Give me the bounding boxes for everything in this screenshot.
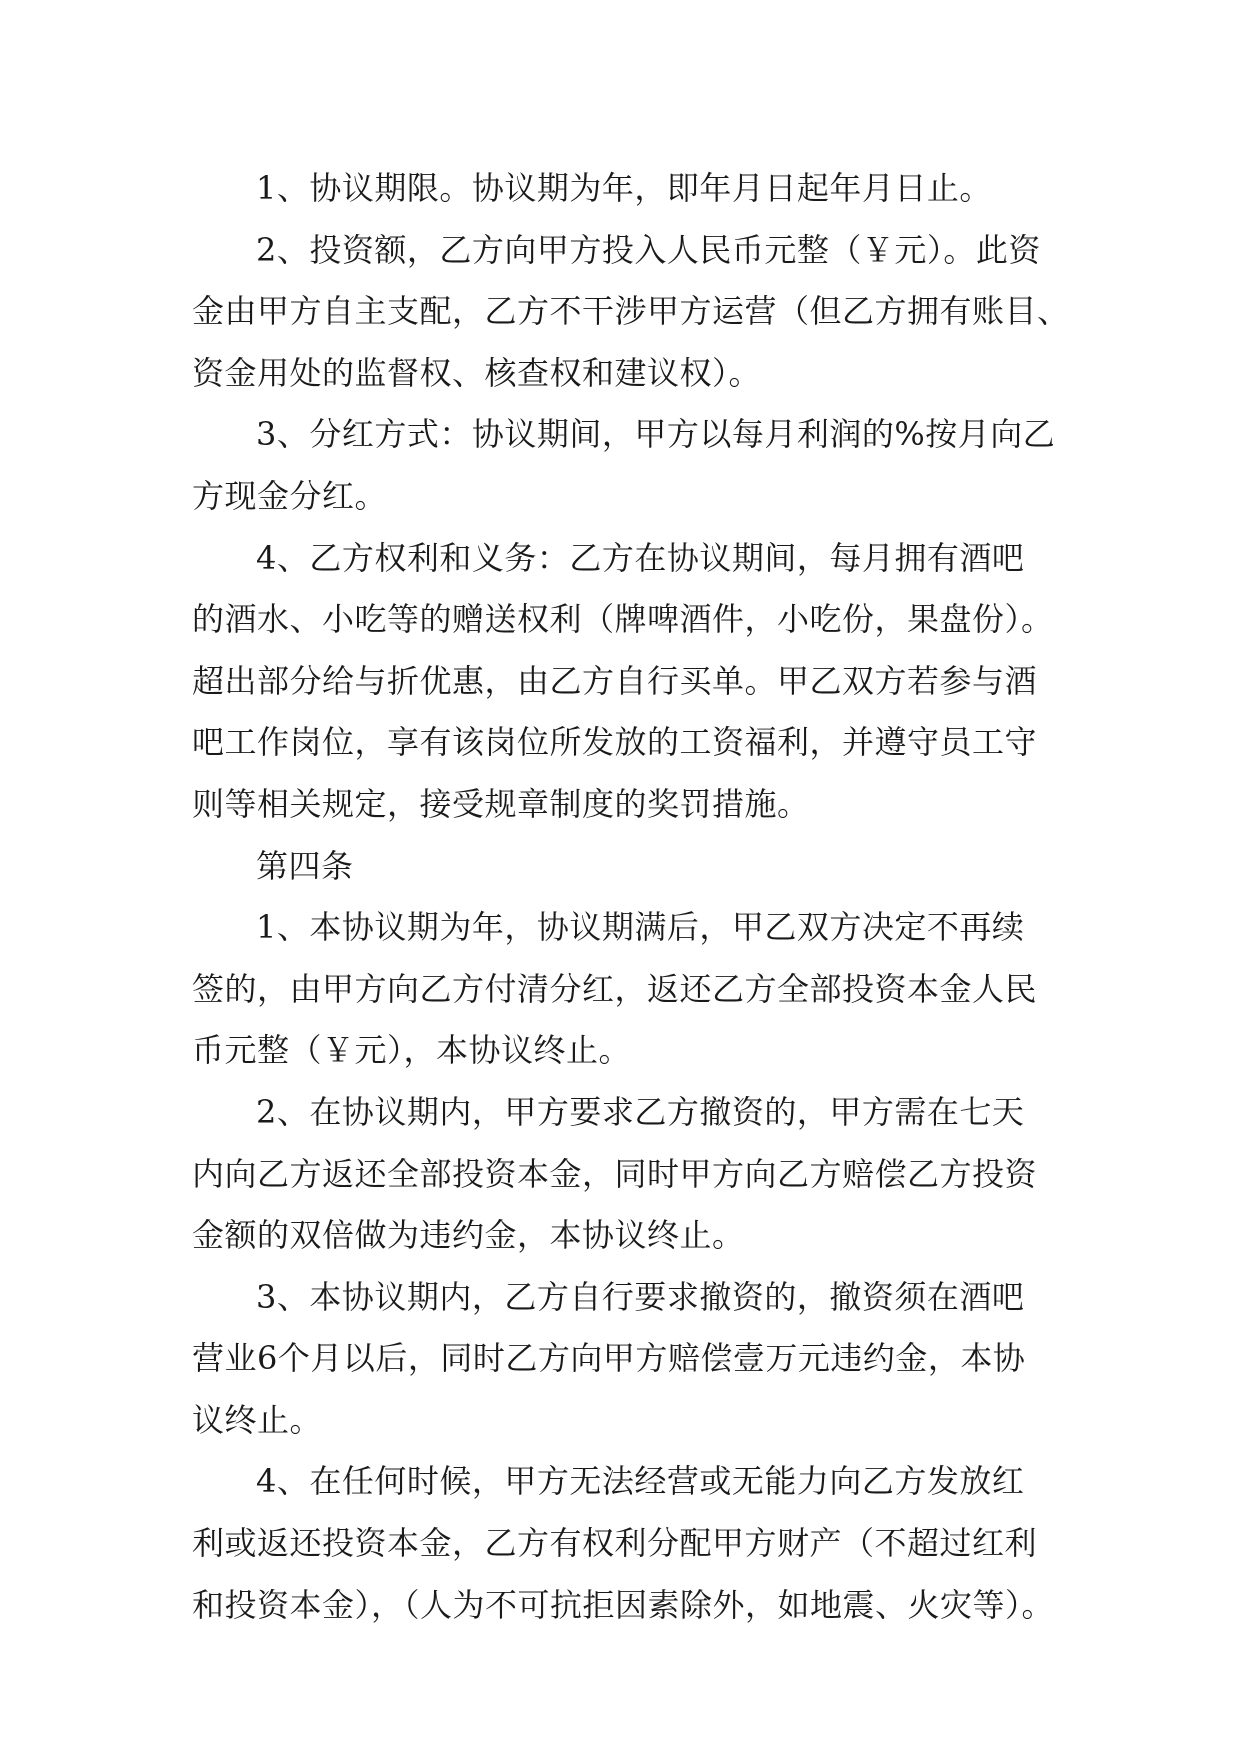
article-4-clause-4: 4、在任何时候，甲方无法经营或无能力向乙方发放红	[256, 1462, 1025, 1501]
clause-2-continued: 资金用处的监督权、核查权和建议权）。	[192, 353, 762, 392]
article-4-clause-1-continued: 币元整（￥元），本协议终止。	[192, 1031, 632, 1070]
article-4-clause-4-continued: 利或返还投资本金，乙方有权利分配甲方财产（不超过红利	[192, 1524, 1038, 1563]
clause-4-continued: 则等相关规定，接受规章制度的奖罚措施。	[192, 784, 810, 823]
article-4-clause-2-continued: 内向乙方返还全部投资本金，同时甲方向乙方赔偿乙方投资	[192, 1154, 1038, 1193]
article-4-clause-1-continued: 签的，由甲方向乙方付清分红，返还乙方全部投资本金人民	[192, 969, 1038, 1008]
article-4-clause-3-continued: 议终止。	[192, 1400, 323, 1439]
clause-4-continued: 超出部分给与折优惠，由乙方自行买单。甲乙双方若参与酒	[192, 661, 1038, 700]
article-4-clause-3-continued: 营业6个月以后，同时乙方向甲方赔偿壹万元违约金，本协	[192, 1339, 1026, 1378]
article-4-clause-1: 1、本协议期为年，协议期满后，甲乙双方决定不再续	[256, 908, 1025, 947]
clause-3-continued: 方现金分红。	[192, 476, 388, 515]
document-body	[192, 158, 1072, 1636]
article-4-clause-4-continued: 和投资本金），（人为不可抗拒因素除外，如地震、火灾等）。	[192, 1585, 1055, 1624]
article-4-heading: 第四条	[256, 846, 354, 885]
clause-2-continued: 金由甲方自主支配，乙方不干涉甲方运营（但乙方拥有账目、	[192, 292, 1070, 331]
article-4-clause-2: 2、在协议期内，甲方要求乙方撤资的，甲方需在七天	[256, 1092, 1025, 1131]
clause-2-investment: 2、投资额，乙方向甲方投入人民币元整（￥元）。此资	[256, 230, 1041, 269]
clause-3-dividend: 3、分红方式：协议期间，甲方以每月利润的%按月向乙	[256, 415, 1056, 454]
article-4-clause-3: 3、本协议期内，乙方自行要求撤资的，撤资须在酒吧	[256, 1277, 1025, 1316]
clause-4-rights: 4、乙方权利和义务：乙方在协议期间，每月拥有酒吧	[256, 538, 1025, 577]
clause-4-continued: 的酒水、小吃等的赠送权利（牌啤酒件，小吃份，果盘份）。	[192, 600, 1054, 639]
article-4-clause-2-continued: 金额的双倍做为违约金，本协议终止。	[192, 1216, 745, 1255]
clause-1-term: 1、协议期限。协议期为年，即年月日起年月日止。	[256, 169, 992, 207]
clause-4-continued: 吧工作岗位，享有该岗位所发放的工资福利，并遵守员工守	[192, 723, 1038, 762]
